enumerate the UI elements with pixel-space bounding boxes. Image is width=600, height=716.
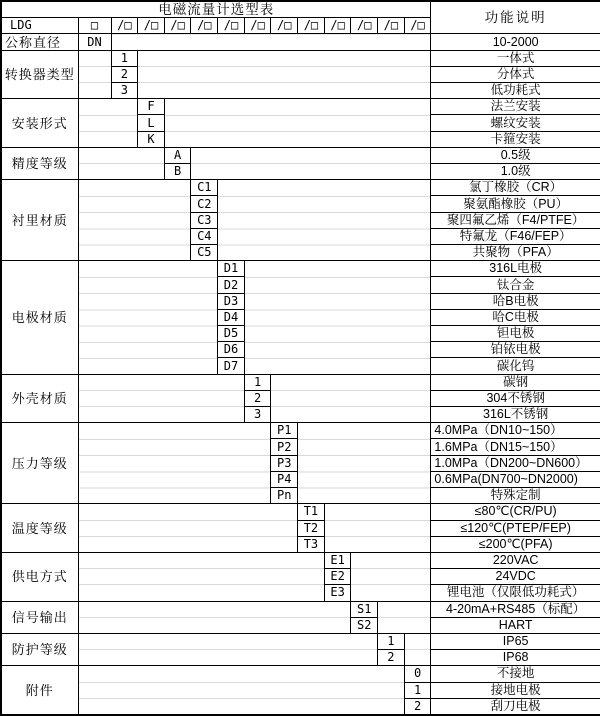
option-code-cell: S1 [351,601,378,617]
function-description-cell: 0.5级 [431,147,600,163]
function-description-cell: 法兰安装 [431,99,600,115]
function-description-cell: ≤80℃(CR/PU) [431,504,600,520]
group-label: 供电方式 [1,552,78,601]
filler-cell [164,99,431,148]
function-description-cell: IP65 [431,633,600,649]
function-description-cell: 316L电极 [431,261,600,277]
group-label: 防护等级 [1,633,78,665]
function-description-cell: 共聚物（PFA） [431,245,600,261]
filler-cell [78,50,111,99]
option-code-cell: P1 [271,423,298,439]
option-code-cell: C1 [191,180,218,196]
table-row [1,50,600,66]
filler-cell [324,504,431,553]
function-description-cell: 316L不锈钢 [431,407,600,423]
table-row [1,34,600,50]
model-slot-cell: /□ [218,18,245,34]
table-row [1,180,600,196]
page-title: 电磁流量计选型表 [1,1,431,18]
option-code-cell: C4 [191,228,218,244]
option-code-cell: D1 [218,261,245,277]
function-description-cell: IP68 [431,650,600,666]
filler-cell [218,180,431,261]
function-description-cell: 哈C电极 [431,309,600,325]
function-description-cell: 4-20mA+RS485（标配） [431,601,600,617]
option-code-cell: 2 [378,650,405,666]
model-slot-cell: /□ [404,18,431,34]
model-slot-cell: /□ [271,18,298,34]
group-label: 安装形式 [1,99,78,148]
option-code-cell: 3 [111,83,138,99]
function-description-cell: 4.0MPa（DN10~150） [431,423,600,439]
function-column-header: 功能说明 [431,1,600,34]
filler-cell [351,552,431,601]
model-slot-cell: /□ [138,18,165,34]
option-code-cell: T2 [298,520,325,536]
group-label: 外壳材质 [1,374,78,423]
function-description-cell: ≤120℃(PTEP/FEP) [431,520,600,536]
option-code-cell: T1 [298,504,325,520]
option-code-cell: S2 [351,617,378,633]
table-row [1,504,600,520]
function-description-cell: ≤200℃(PFA) [431,536,600,552]
option-code-cell: D7 [218,358,245,374]
filler-cell [78,147,164,179]
model-slot-cell: /□ [111,18,138,34]
function-description-cell: 钽电极 [431,326,600,342]
filler-cell [78,633,378,665]
option-code-cell: C3 [191,212,218,228]
option-code-cell: 2 [244,390,271,406]
filler-cell [191,147,431,179]
option-code-cell: E1 [324,552,351,568]
function-description-cell: 哈B电极 [431,293,600,309]
filler-cell [404,633,431,665]
filler-cell [244,261,431,374]
option-code-cell: P4 [271,471,298,487]
function-description-cell: 特殊定制 [431,488,600,504]
filler-cell [298,423,431,504]
function-description-cell: 锂电池（仅限低功耗式） [431,585,600,601]
group-label: 温度等级 [1,504,78,553]
table-row [1,601,600,617]
filler-cell [378,601,431,633]
filler-cell [78,99,138,148]
table-row [1,666,600,682]
option-code-cell: P2 [271,439,298,455]
function-description-cell: 刮刀电极 [431,698,600,715]
option-code-cell: A [164,147,191,163]
option-code-cell: P3 [271,455,298,471]
filler-cell [78,666,404,715]
model-slot-cell: /□ [191,18,218,34]
title-row [1,1,600,18]
function-description-cell: 接地电极 [431,682,600,698]
table-row [1,633,600,649]
option-code-cell: 2 [404,698,431,715]
model-slot-cell: /□ [324,18,351,34]
function-description-cell: 220VAC [431,552,600,568]
model-slot-cell: /□ [298,18,325,34]
filler-cell [78,261,218,374]
group-label: 转换器类型 [1,50,78,99]
filler-cell [78,504,298,553]
function-description-cell: 不接地 [431,666,600,682]
function-description-cell: 低功耗式 [431,83,600,99]
table-row [1,99,600,115]
option-code-cell: E3 [324,585,351,601]
option-code-cell: D2 [218,277,245,293]
filler-cell [78,374,244,423]
model-slot-cell: /□ [378,18,405,34]
option-code-cell: D3 [218,293,245,309]
group-label: 公称直径 [1,34,78,50]
option-code-cell: 3 [244,407,271,423]
option-code-cell: 1 [111,50,138,66]
table-row [1,552,600,568]
option-code-cell: T3 [298,536,325,552]
option-code-cell: 2 [111,66,138,82]
group-label: 附件 [1,666,78,715]
option-code-cell: 1 [244,374,271,390]
function-description-cell: 聚四氟乙烯（F4/PTFE） [431,212,600,228]
function-description-cell: 10-2000 [431,34,600,50]
function-description-cell: 分体式 [431,66,600,82]
model-box-cell: □ [78,18,111,34]
option-code-cell: D6 [218,342,245,358]
table-row [1,261,600,277]
option-code-cell: E2 [324,569,351,585]
filler-cell [78,180,191,261]
group-label: 衬里材质 [1,180,78,261]
filler-cell [78,552,324,601]
group-label: 电极材质 [1,261,78,374]
function-description-cell: 1.0MPa（DN200~DN600） [431,455,600,471]
option-code-cell: C2 [191,196,218,212]
option-code-cell: D5 [218,326,245,342]
function-description-cell: 1.0级 [431,164,600,180]
table-row [1,147,600,163]
filler-cell [138,50,431,99]
option-code-cell: F [138,99,165,115]
model-slot-cell: /□ [244,18,271,34]
function-description-cell: 0.6MPa(DN700~DN2000) [431,471,600,487]
option-code-cell: L [138,115,165,131]
function-description-cell: 特氟龙（F46/FEP） [431,228,600,244]
function-description-cell: 一体式 [431,50,600,66]
option-code-cell: 1 [378,633,405,649]
table-row [1,374,600,390]
function-description-cell: 碳化钨 [431,358,600,374]
function-description-cell: 铂铱电极 [431,342,600,358]
function-description-cell: 卡箍安装 [431,131,600,147]
option-code-cell: DN [78,34,111,50]
function-description-cell: HART [431,617,600,633]
group-label: 精度等级 [1,147,78,179]
function-description-cell: 钛合金 [431,277,600,293]
model-prefix-cell: LDG [1,18,78,34]
function-description-cell: 聚氨酯橡胶（PU） [431,196,600,212]
table-row [1,423,600,439]
model-slot-cell: /□ [164,18,191,34]
function-description-cell: 1.6MPa（DN15~150） [431,439,600,455]
function-description-cell: 碳钢 [431,374,600,390]
option-code-cell: B [164,164,191,180]
filler-cell [271,374,431,423]
group-label: 压力等级 [1,423,78,504]
option-code-cell: K [138,131,165,147]
function-description-cell: 304不锈钢 [431,390,600,406]
function-description-cell: 氯丁橡胶（CR） [431,180,600,196]
filler-cell [111,34,431,50]
option-code-cell: D4 [218,309,245,325]
option-code-cell: 1 [404,682,431,698]
option-code-cell: 0 [404,666,431,682]
function-description-cell: 螺纹安装 [431,115,600,131]
model-slot-cell: /□ [351,18,378,34]
filler-cell [78,423,271,504]
function-description-cell: 24VDC [431,569,600,585]
filler-cell [78,601,351,633]
group-label: 信号输出 [1,601,78,633]
option-code-cell: Pn [271,488,298,504]
option-code-cell: C5 [191,245,218,261]
